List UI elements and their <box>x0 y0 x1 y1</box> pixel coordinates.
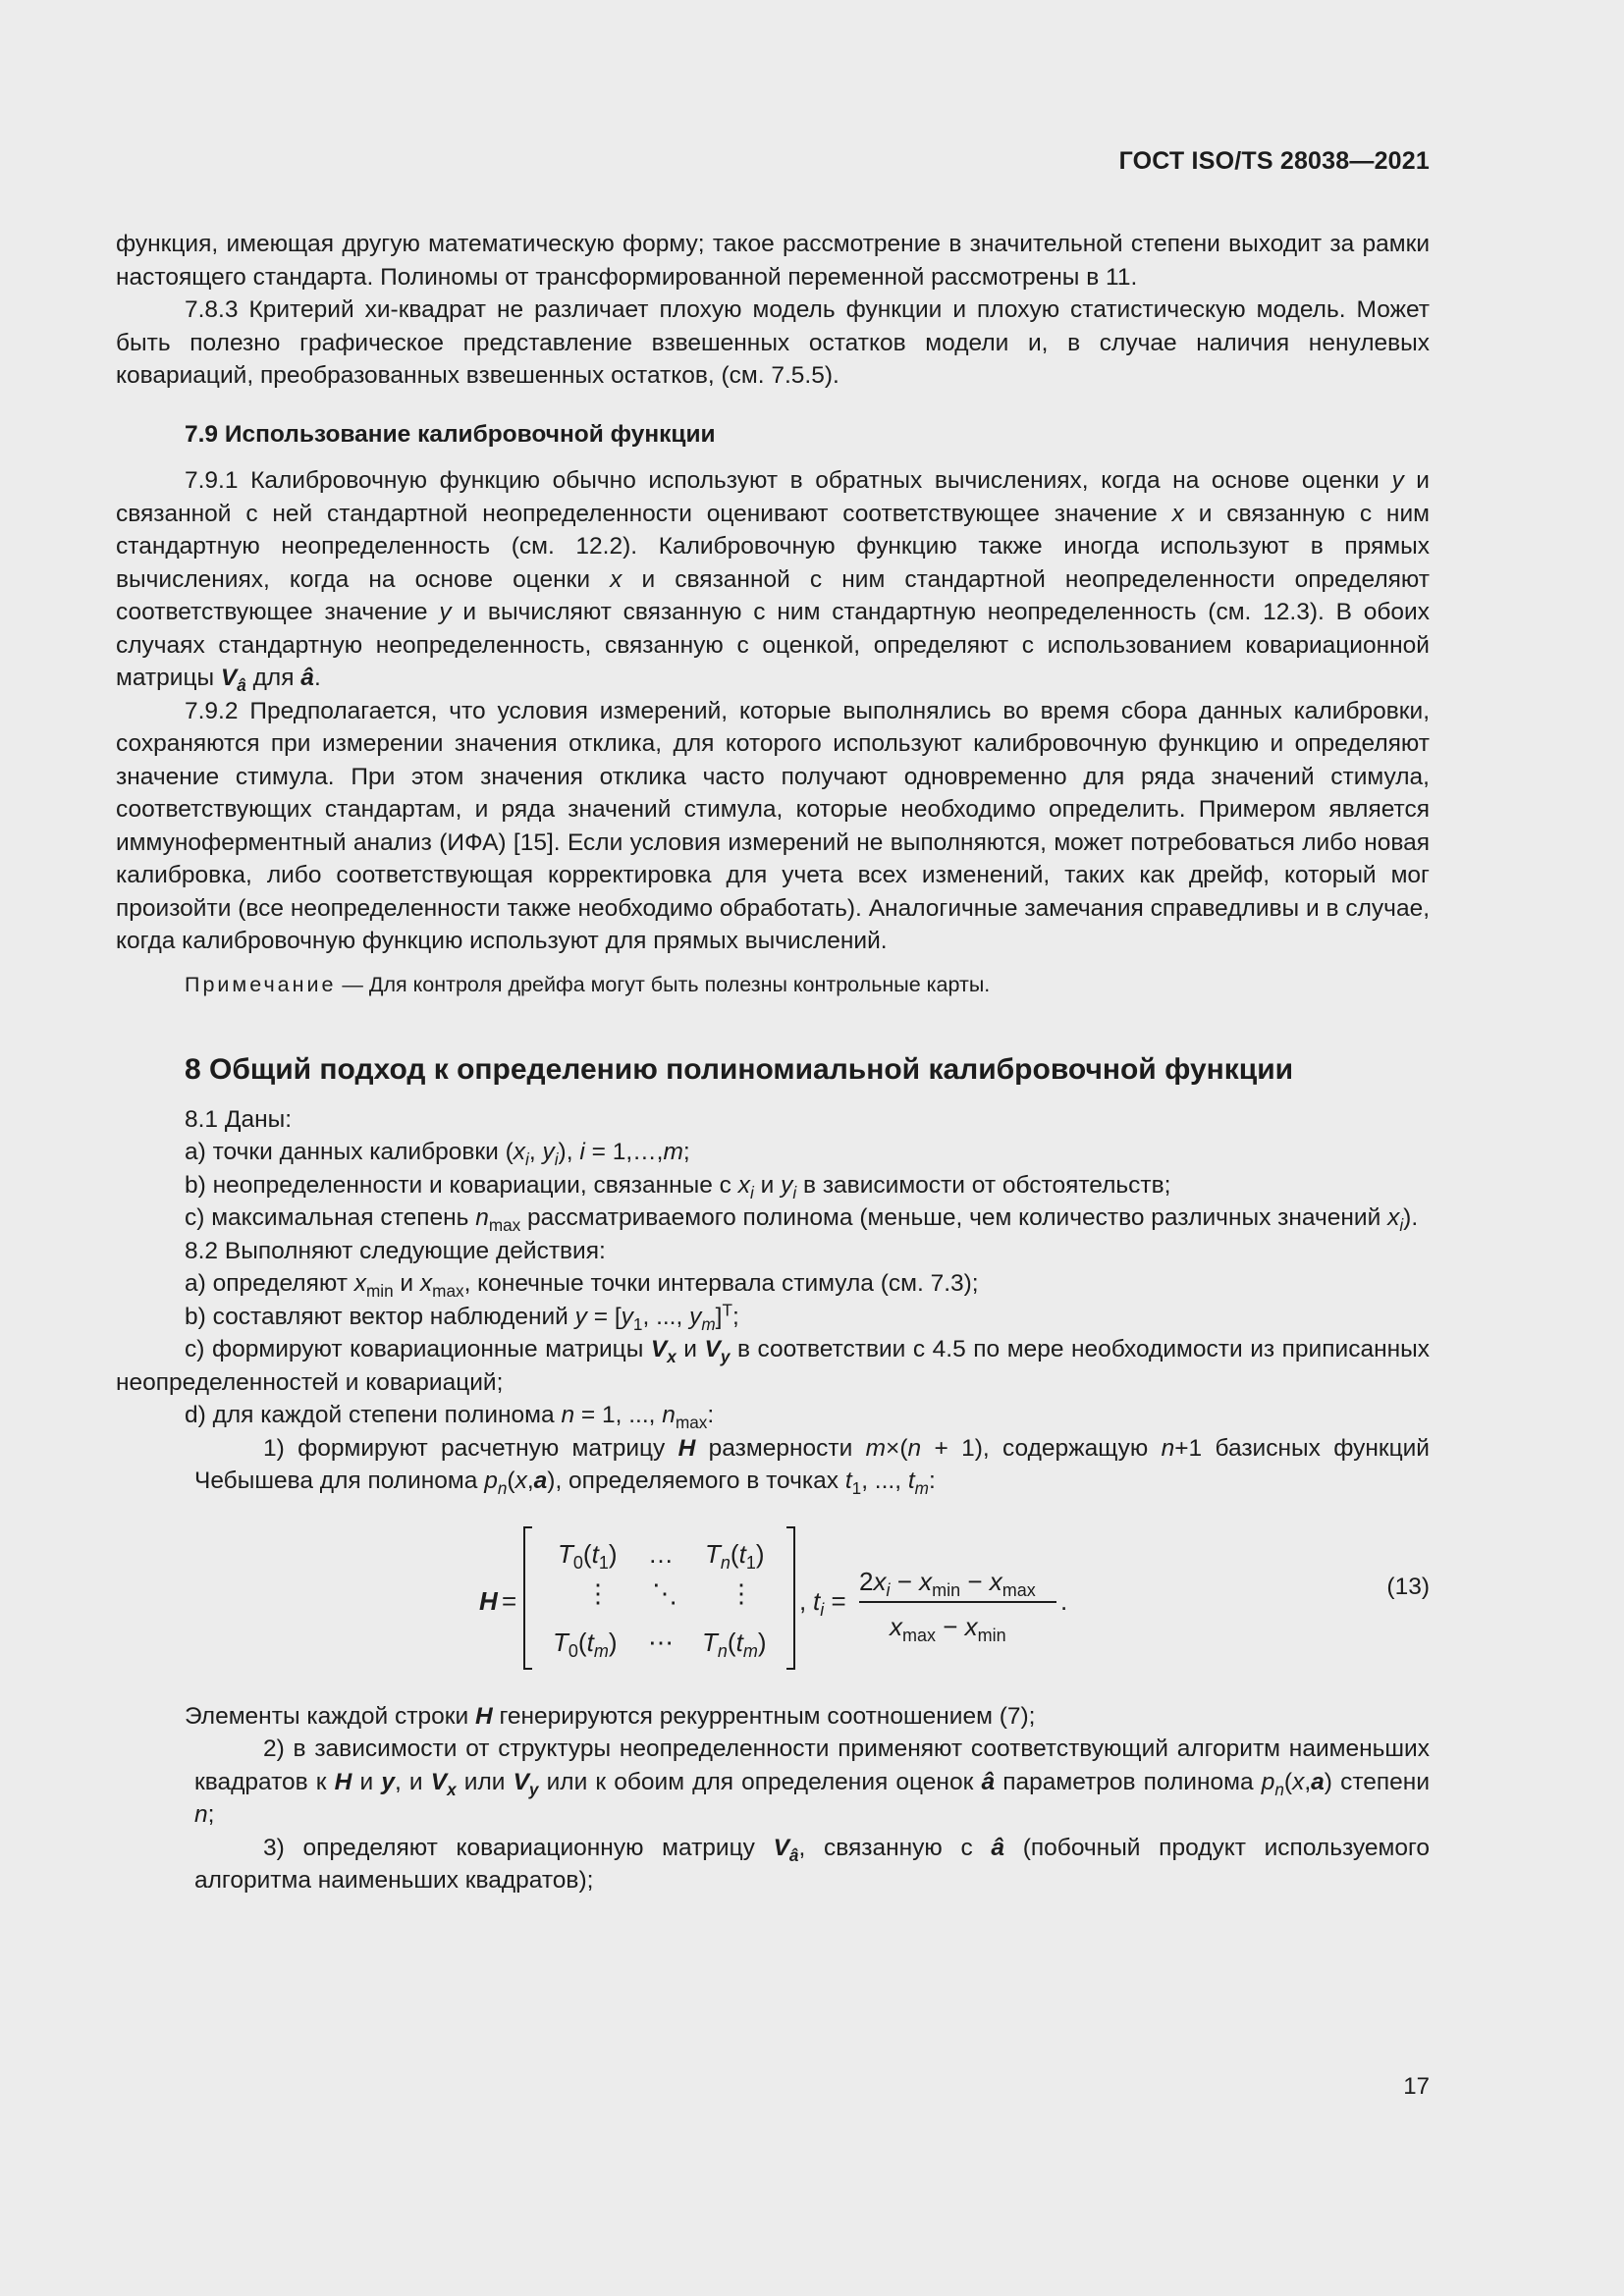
svg-text:=: = <box>502 1585 517 1616</box>
paragraph-7-9-1: 7.9.1 Калибровочную функцию обычно используют в обратных вычислениях, когда на основе оценки y и связанной с ней стандартной неопределенности оценивают соответствующее значение x и связанную с ним стандартную неопределенность (см. 12.2). Калибровочную функцию также иногда используют в прямых вычислениях, когда на основе оценки x и связанной с ним стандартной неопределенности определяют соответствующее значение y и вычисляют связанную с ним стандартную неопределенность (см. 12.3). В обоих случаях стандартную неопределенность, связанную с оценкой, определяют с использованием ковариационной матрицы $V_â$ для â. <box>116 467 1430 695</box>
svg-text:,: , <box>799 1585 807 1616</box>
formula-13-graphic <box>116 1516 1430 1682</box>
item-8-2-a: a) определяют $x_{min}$ и $x_{max}$, конечные точки интервала стимула (см. 7.3); <box>185 1270 979 1301</box>
svg-text:⋮: ⋮ <box>729 1577 754 1608</box>
formula-13 <box>116 1516 1430 1682</box>
item-8-1-b: b) неопределенности и ковариации, связанные с $x_i$ и $y_i$ в зависимости от обстоятельств; <box>185 1171 1171 1202</box>
note <box>116 970 1430 999</box>
svg-text:2xi − xmin − xmax: $2x_i - x_{min} - x_{max}$ <box>859 1566 1036 1600</box>
note-label: Примечание <box>185 972 337 996</box>
svg-text:T0(tm): $T_0(t_m)$ <box>553 1627 618 1661</box>
paragraph-7-9-2: 7.9.2 Предполагается, что условия измерений, которые выполнялись во время сбора данных калибровки, сохраняются при измерении значения отклика, для которого используют калибровочную функцию и определяют значение стимула. При этом значения отклика часто получают одновременно для ряда значений стимула, соответствующих стандартам, и ряда значений стимула, которые необходимо определить. Примером является иммуноферментный анализ (ИФА) [15]. Если условия измерений не выполняются, может потребоваться либо новая калибровка, либо соответствующая корректировка для учета всех изменений, таких как дрейф, который мог произойти (все неопределенности также необходимо обработать). Аналогичные замечания справедливы и в случае, когда калибровочную функцию используют для прямых вычислений. <box>116 697 1430 954</box>
item-8-2-c: c) формируют ковариационные матрицы $V_x$ и $V_y$ в соответствии с 4.5 по мере необходимости из приписанных неопределенностей и ковариаций; <box>116 1336 1430 1396</box>
document-header: ГОСТ ISO/TS 28038—2021 <box>1118 147 1430 175</box>
item-8-1: 8.1 Даны: <box>185 1105 293 1133</box>
svg-text:…: … <box>648 1538 674 1569</box>
item-8-2-d-1: 1) формируют расчетную матрицу H размерности m×(n + 1), содержащую n+1 базисных функций Чебышева для полинома $p_n(x,a)$, определяемого в точках $t_1$, ..., $t_m$: <box>194 1434 1430 1498</box>
svg-text:⋮: ⋮ <box>585 1577 611 1608</box>
item-8-2-d-2: 2) в зависимости от структуры неопределенности применяют соответствующий алгоритм наименьших квадратов к H и y, и $V_x$ или $V_y$ или к обоим для определения оценок â параметров полинома $p_n(x,a)$ степени n; <box>194 1735 1431 1828</box>
page-number: 17 <box>1403 2073 1430 2100</box>
item-8-1-a: a) точки данных калибровки ($x_i$, $y_i$), i = 1,…,m; <box>185 1139 690 1169</box>
note-text: — Для контроля дрейфа могут быть полезны контрольные карты. <box>336 972 991 996</box>
item-8-2-b: b) составляют вектор наблюдений $y = [y_1$, ..., $y_m]^T$; <box>185 1299 739 1334</box>
item-8-2-d: d) для каждой степени полинома n = 1, ..., $n_{max}$: <box>185 1402 715 1432</box>
paragraph-7-8-3: 7.8.3 Критерий хи-квадрат не различает плохую модель функции и плохую статистическую модель. Может быть полезно графическое представление взвешенных остатков модели и, в случае наличия ненулевых ковариаций, преобразованных взвешенных остатков, (см. 7.5.5). <box>116 296 1430 389</box>
svg-text:.: . <box>1060 1585 1068 1616</box>
svg-text:Tn(t1): $T_n(t_1)$ <box>705 1538 765 1573</box>
item-8-1-c: c) максимальная степень $n_{max}$ рассматриваемого полинома (меньше, чем количество различных значений $x_i$). <box>185 1204 1419 1235</box>
page-content <box>116 228 1430 1897</box>
svg-text:⋱: ⋱ <box>652 1577 677 1608</box>
svg-text:H: H <box>479 1585 498 1616</box>
paragraph-continuation: функция, имеющая другую математическую форму; такое рассмотрение в значительной степени выходит за рамки настоящего стандарта. Полиномы от трансформированной переменной рассмотрены в 11. <box>116 231 1430 291</box>
svg-text:xmax − xmin: $x_{max} - x_{min}$ <box>890 1611 1006 1645</box>
svg-text:⋯: ⋯ <box>648 1627 674 1657</box>
svg-text:T0(t1): $T_0(t_1)$ <box>558 1538 618 1573</box>
section-heading-7-9: 7.9 Использование калибровочной функции <box>185 420 716 448</box>
svg-text:ti =: $t_i$ = <box>813 1585 846 1620</box>
item-8-2: 8.2 Выполняют следующие действия: <box>185 1237 606 1264</box>
section-heading-8: 8 Общий подход к определению полиномиальной калибровочной функции <box>185 1052 1294 1086</box>
item-8-2-d-3: 3) определяют ковариационную матрицу $V_â$, связанную с â (побочный продукт используемого алгоритма наименьших квадратов); <box>194 1834 1431 1894</box>
paragraph-elements-of-h: Элементы каждой строки H генерируются рекуррентным соотношением (7); <box>185 1702 1036 1730</box>
svg-text:Tn(tm): $T_n(t_m)$ <box>702 1627 767 1661</box>
equation-number: (13) <box>1386 1573 1430 1600</box>
